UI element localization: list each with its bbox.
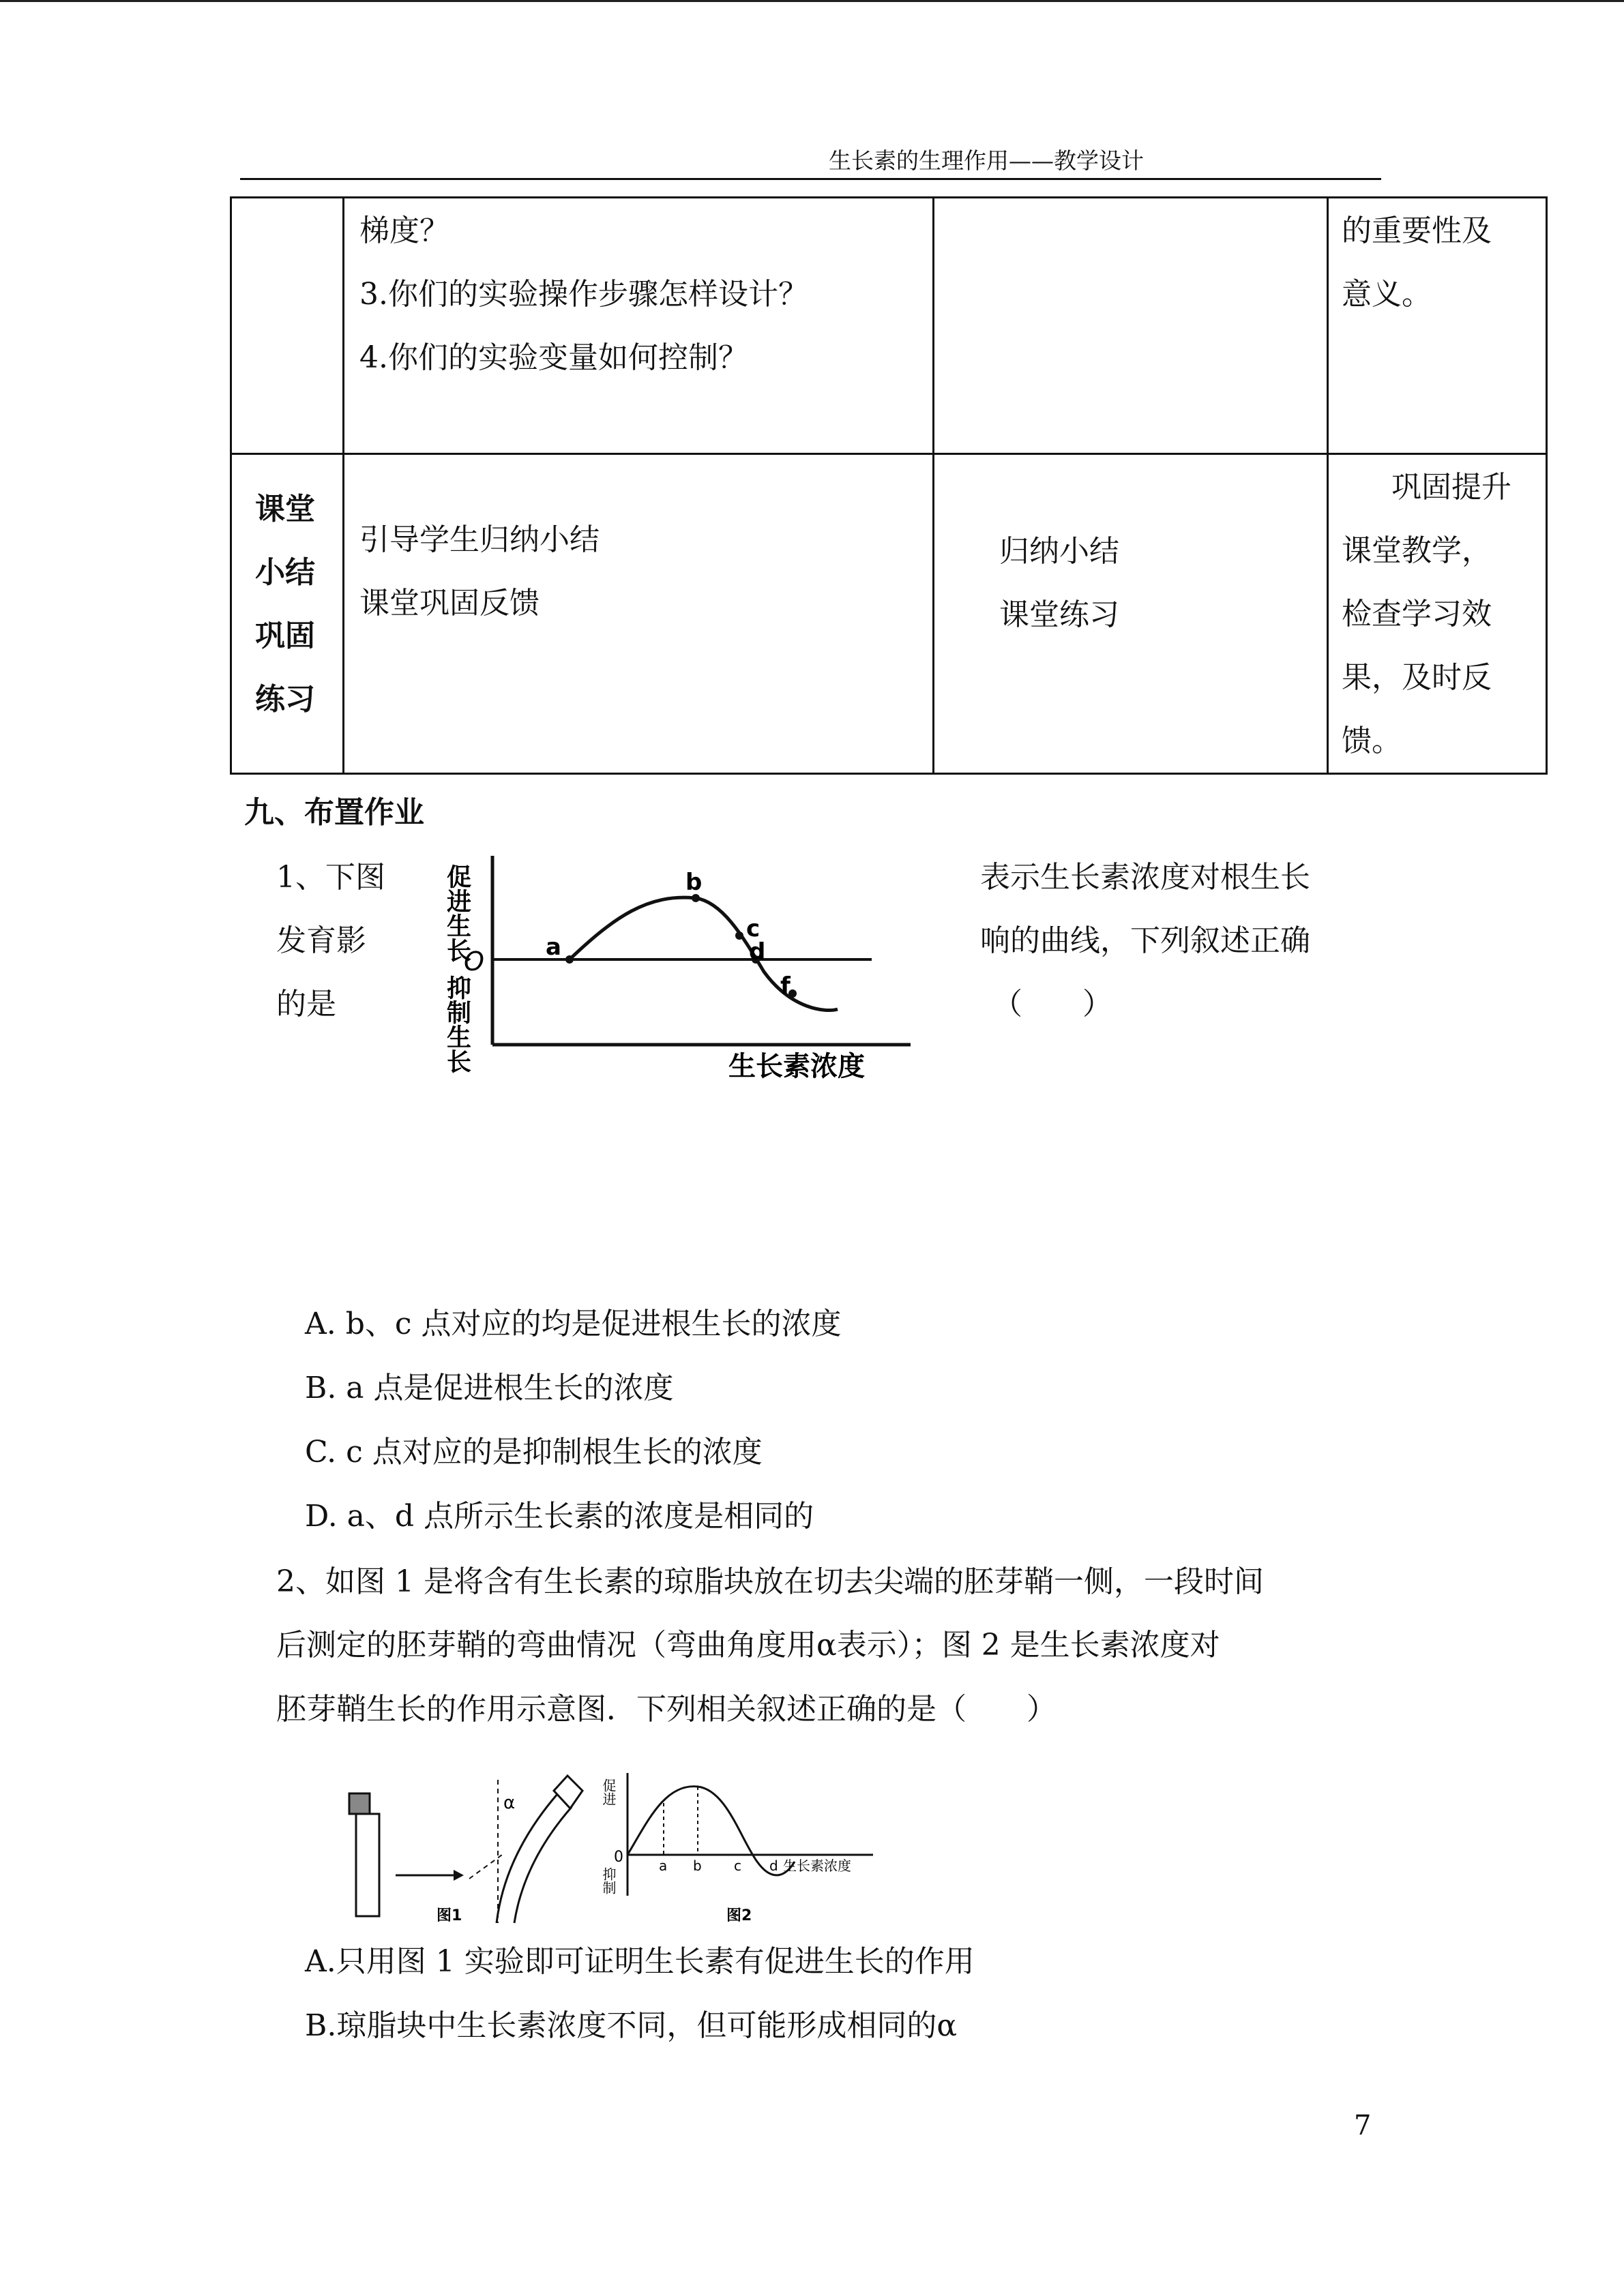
- row2-stage-line: 练习: [255, 682, 315, 717]
- table-border-left: [230, 196, 232, 775]
- table-border-top: [230, 196, 1548, 198]
- row1-teacher-line: 梯度？: [359, 213, 449, 248]
- fig2-tick-c: c: [734, 1858, 741, 1874]
- q1-label-a: a: [546, 934, 561, 961]
- q1-label-d: d: [749, 938, 766, 966]
- figure-2-caption: 图2: [726, 1907, 752, 1924]
- q2-figure-1: [341, 1759, 587, 1937]
- q1-y-bottom-label: 抑制生长: [443, 975, 471, 1073]
- q2-stem-line: 2、如图 1 是将含有生长素的琼脂块放在切去尖端的胚芽鞘一侧，一段时间: [276, 1564, 1264, 1599]
- coleoptile-right-edge: [514, 1807, 572, 1923]
- row2-teacher-line: 课堂巩固反馈: [359, 586, 540, 621]
- q1-point-a: [565, 955, 574, 964]
- fig2-y-bottom-label: 抑制: [600, 1867, 617, 1894]
- row2-student-line: 归纳小结: [999, 534, 1119, 569]
- row2-teacher-line: 引导学生归纳小结: [359, 522, 600, 557]
- fig2-tick-d: d: [769, 1858, 778, 1874]
- q1-point-c: [735, 931, 743, 940]
- section-title-homework: 九、布置作业: [244, 795, 424, 830]
- q1-y-top-label: 促进生长: [443, 864, 471, 962]
- fig2-tick-a: a: [659, 1858, 668, 1874]
- table-border-right: [1546, 196, 1548, 775]
- q1-label-f: f: [780, 972, 791, 1000]
- angle-alpha-label: α: [503, 1793, 516, 1813]
- table-col-divider-3: [1327, 196, 1329, 775]
- row1-teacher-cell: [359, 199, 808, 389]
- row1-teacher-line: 4.你们的实验变量如何控制？: [359, 340, 748, 375]
- tilted-agar-block: [554, 1776, 582, 1808]
- table-col-divider-1: [342, 196, 344, 775]
- q1-option-c: C. c 点对应的是抑制根生长的浓度: [305, 1435, 763, 1470]
- row2-student-line: 课堂练习: [999, 597, 1119, 632]
- top-edge-line: [0, 0, 1624, 2]
- row2-teacher-cell: [359, 508, 600, 635]
- figure-1-caption: 图1: [437, 1907, 462, 1924]
- q1-label-c: c: [746, 915, 761, 942]
- row2-purpose-line: 检查学习效: [1342, 597, 1492, 631]
- row2-stage-line: 小结: [255, 555, 315, 590]
- q2-stem-line: 后测定的胚芽鞘的弯曲情况（弯曲角度用α表示）；图 2 是生长素浓度对: [276, 1628, 1220, 1663]
- fig2-x-label: 生长素浓度: [783, 1858, 851, 1874]
- table-border-bottom: [230, 773, 1548, 775]
- q1-left-line: 发育影: [276, 923, 366, 958]
- row2-student-cell: [999, 520, 1119, 646]
- q1-option-d: D. a、d 点所示生长素的浓度是相同的: [305, 1499, 814, 1534]
- row2-purpose-line: 果，及时反: [1342, 660, 1492, 695]
- bent-reference-line: [469, 1855, 502, 1879]
- header-rule: [240, 178, 1381, 180]
- table-col-divider-2: [932, 196, 934, 775]
- row1-purpose-cell: [1342, 199, 1492, 326]
- q2-option-a: A.只用图 1 实验即可证明生长素有促进生长的作用: [305, 1944, 975, 1979]
- q1-origin-label: O: [464, 946, 484, 976]
- q1-option-a: A. b、c 点对应的均是促进根生长的浓度: [305, 1307, 842, 1341]
- q1-left-line: 1、下图: [276, 860, 385, 895]
- table-row-divider: [230, 453, 1548, 455]
- q1-right-line: （ ）: [992, 987, 1112, 1022]
- row1-purpose-line: 的重要性及: [1342, 213, 1492, 248]
- fig2-tick-b: b: [693, 1858, 702, 1874]
- q1-label-b: b: [685, 869, 703, 896]
- coleoptile-stem: [356, 1814, 379, 1916]
- q1-right-line: 表示生长素浓度对根生长: [980, 860, 1310, 895]
- q1-curve: [570, 897, 838, 1010]
- row2-purpose-line: 馈。: [1342, 724, 1402, 758]
- row2-stage-cell: [255, 477, 315, 731]
- q2-stem-line: 胚芽鞘生长的作用示意图．下列相关叙述正确的是（ ）: [276, 1692, 1057, 1727]
- page-number: 7: [1354, 2110, 1372, 2141]
- row2-purpose-cell: [1342, 456, 1511, 773]
- row1-purpose-line: 意义。: [1342, 277, 1432, 312]
- q1-x-label: 生长素浓度: [728, 1051, 865, 1082]
- fig2-y-top-label: 促进: [600, 1778, 617, 1806]
- row2-stage-line: 巩固: [255, 618, 315, 653]
- row2-purpose-line: 课堂教学，: [1342, 533, 1492, 568]
- page-header-title: 生长素的生理作用——教学设计: [829, 147, 1144, 174]
- q1-right-line: 响的曲线，下列叙述正确: [980, 923, 1310, 958]
- row1-teacher-line: 3.你们的实验操作步骤怎样设计？: [359, 277, 808, 312]
- row2-stage-line: 课堂: [255, 492, 315, 526]
- q2-figure-2: [600, 1759, 900, 1937]
- q1-left-line: 的是: [276, 987, 336, 1022]
- fig2-origin: 0: [614, 1849, 623, 1866]
- q2-option-b: B.琼脂块中生长素浓度不同，但可能形成相同的α: [305, 2008, 958, 2043]
- arrow-head: [454, 1870, 464, 1881]
- q1-root-growth-graph: [443, 842, 948, 1088]
- agar-block: [349, 1793, 370, 1814]
- row2-purpose-line: 巩固提升: [1391, 470, 1511, 505]
- q1-option-b: B. a 点是促进根生长的浓度: [305, 1371, 674, 1405]
